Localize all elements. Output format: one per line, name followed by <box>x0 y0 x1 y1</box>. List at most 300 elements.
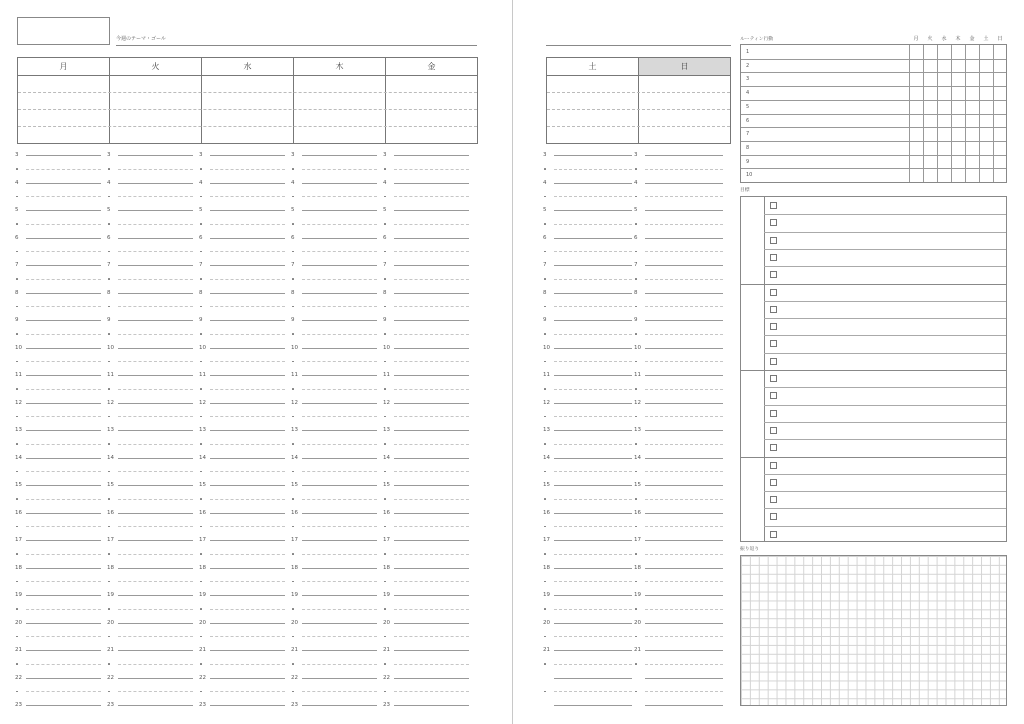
hour-label: 18 <box>634 564 641 571</box>
schedule-line[interactable] <box>645 568 723 569</box>
schedule-line[interactable] <box>210 403 285 404</box>
schedule-line[interactable] <box>302 293 377 294</box>
schedule-line[interactable] <box>554 238 632 239</box>
schedule-line[interactable] <box>26 375 101 376</box>
half-hour-line <box>118 251 193 252</box>
schedule-line[interactable] <box>394 705 469 706</box>
half-hour-line <box>210 196 285 197</box>
hour-label: 13 <box>199 427 206 433</box>
schedule-line[interactable] <box>26 320 101 321</box>
schedule-line[interactable] <box>645 183 723 184</box>
routine-row-number: 3 <box>746 76 750 83</box>
schedule-line[interactable] <box>554 155 632 156</box>
schedule-line[interactable] <box>554 375 632 376</box>
half-hour-dot <box>544 306 546 308</box>
schedule-line[interactable] <box>645 210 723 211</box>
routine-row-number: 8 <box>746 144 750 151</box>
routine-day-mon: 月 <box>913 36 919 42</box>
routine-day-col <box>937 45 938 182</box>
schedule-line[interactable] <box>210 293 285 294</box>
hour-label: 5 <box>15 207 19 213</box>
schedule-line[interactable] <box>210 183 285 184</box>
half-hour-dot <box>108 416 110 418</box>
half-hour-line <box>554 554 632 555</box>
half-hour-dot <box>16 416 18 418</box>
schedule-line[interactable] <box>210 375 285 376</box>
schedule-line[interactable] <box>645 705 723 706</box>
half-hour-line <box>645 581 723 582</box>
half-hour-dot <box>384 306 386 308</box>
half-hour-line <box>554 526 632 527</box>
half-hour-dot <box>108 168 110 170</box>
half-hour-dot <box>200 691 202 693</box>
schedule-line[interactable] <box>554 458 632 459</box>
hour-label: 18 <box>291 564 298 571</box>
schedule-line[interactable] <box>302 348 377 349</box>
hour-label: 4 <box>543 179 547 186</box>
half-hour-line <box>554 581 632 582</box>
schedule-line[interactable] <box>645 265 723 266</box>
schedule-line[interactable] <box>645 238 723 239</box>
schedule-line[interactable] <box>394 403 469 404</box>
schedule-line[interactable] <box>118 210 193 211</box>
half-hour-line <box>118 196 193 197</box>
hour-label: 6 <box>291 234 295 241</box>
half-hour-line <box>118 691 193 692</box>
schedule-line[interactable] <box>26 540 101 541</box>
half-hour-line <box>302 526 377 527</box>
goal-checkbox[interactable] <box>770 237 777 244</box>
schedule-line[interactable] <box>645 320 723 321</box>
routine-day-col <box>979 45 980 182</box>
schedule-line[interactable] <box>26 568 101 569</box>
schedule-line[interactable] <box>394 348 469 349</box>
goal-checkbox[interactable] <box>770 358 777 365</box>
half-hour-dot <box>16 526 18 528</box>
half-hour-line <box>118 361 193 362</box>
hour-label: 5 <box>543 207 547 213</box>
goal-row-line <box>764 526 1006 527</box>
schedule-line[interactable] <box>210 430 285 431</box>
schedule-line[interactable] <box>210 623 285 624</box>
goal-checkbox[interactable] <box>770 340 777 347</box>
half-hour-dot <box>544 663 546 665</box>
half-hour-dot <box>200 223 202 225</box>
half-hour-line <box>645 444 723 445</box>
schedule-line[interactable] <box>302 320 377 321</box>
schedule-line[interactable] <box>394 430 469 431</box>
half-hour-line <box>554 664 632 665</box>
theme-line[interactable] <box>116 45 477 46</box>
goal-checkbox[interactable] <box>770 219 777 226</box>
half-hour-dot <box>384 526 386 528</box>
schedule-line[interactable] <box>26 238 101 239</box>
schedule-line[interactable] <box>645 430 723 431</box>
half-hour-dot <box>200 581 202 583</box>
hour-label: 3 <box>107 152 111 158</box>
schedule-line[interactable] <box>645 155 723 156</box>
schedule-line[interactable] <box>394 375 469 376</box>
schedule-line[interactable] <box>210 513 285 514</box>
hour-label: 19 <box>15 592 22 598</box>
goal-checkbox[interactable] <box>770 462 777 469</box>
goal-checkbox[interactable] <box>770 306 777 313</box>
schedule-line[interactable] <box>394 458 469 459</box>
half-hour-line <box>210 444 285 445</box>
schedule-line[interactable] <box>645 540 723 541</box>
hour-label: 4 <box>15 179 19 186</box>
schedule-line[interactable] <box>118 348 193 349</box>
half-hour-line <box>554 691 632 692</box>
schedule-line[interactable] <box>210 540 285 541</box>
half-hour-dot <box>384 608 386 610</box>
routine-day-wed: 水 <box>941 36 947 42</box>
schedule-line[interactable] <box>302 265 377 266</box>
weekday-header-tue: 火 <box>110 58 202 75</box>
schedule-line[interactable] <box>118 623 193 624</box>
schedule-line[interactable] <box>26 430 101 431</box>
half-hour-line <box>26 664 101 665</box>
half-hour-line <box>210 389 285 390</box>
half-hour-dot <box>384 333 386 335</box>
goal-checkbox[interactable] <box>770 202 777 209</box>
goal-group-line <box>741 284 1006 285</box>
schedule-line[interactable] <box>554 293 632 294</box>
schedule-line[interactable] <box>210 210 285 211</box>
half-hour-line <box>302 224 377 225</box>
schedule-line[interactable] <box>302 705 377 706</box>
hour-label: 7 <box>543 262 547 268</box>
schedule-line[interactable] <box>210 458 285 459</box>
schedule-line[interactable] <box>645 403 723 404</box>
goal-checkbox[interactable] <box>770 323 777 330</box>
schedule-line[interactable] <box>210 265 285 266</box>
hour-label: 18 <box>543 564 550 571</box>
review-label: 振り返り <box>740 547 760 552</box>
schedule-line[interactable] <box>645 650 723 651</box>
half-hour-dot <box>384 416 386 418</box>
schedule-line[interactable] <box>645 595 723 596</box>
schedule-line[interactable] <box>118 568 193 569</box>
schedule-line[interactable] <box>26 650 101 651</box>
schedule-line[interactable] <box>302 650 377 651</box>
schedule-line[interactable] <box>394 183 469 184</box>
schedule-line[interactable] <box>26 623 101 624</box>
goal-checkbox[interactable] <box>770 444 777 451</box>
schedule-line[interactable] <box>26 155 101 156</box>
half-hour-line <box>394 416 469 417</box>
half-hour-dot <box>200 333 202 335</box>
hour-label: 4 <box>383 179 387 186</box>
hour-label: 8 <box>383 289 387 296</box>
schedule-line[interactable] <box>554 265 632 266</box>
schedule-line[interactable] <box>118 650 193 651</box>
schedule-line[interactable] <box>26 183 101 184</box>
schedule-line[interactable] <box>210 485 285 486</box>
schedule-line[interactable] <box>394 293 469 294</box>
half-hour-dot <box>108 526 110 528</box>
schedule-line[interactable] <box>302 458 377 459</box>
schedule-line[interactable] <box>26 678 101 679</box>
hour-label: 4 <box>634 179 638 186</box>
half-hour-line <box>118 636 193 637</box>
schedule-line[interactable] <box>394 265 469 266</box>
schedule-line[interactable] <box>118 540 193 541</box>
hour-label: 12 <box>634 399 641 406</box>
hour-label: 19 <box>543 592 550 598</box>
schedule-line[interactable] <box>210 348 285 349</box>
schedule-line[interactable] <box>26 485 101 486</box>
schedule-line[interactable] <box>554 485 632 486</box>
hour-label: 18 <box>199 564 206 571</box>
half-hour-dot <box>635 498 637 500</box>
half-hour-line <box>554 196 632 197</box>
half-hour-line <box>118 581 193 582</box>
half-hour-dot <box>200 608 202 610</box>
hour-label: 8 <box>107 289 111 296</box>
half-hour-dot <box>200 498 202 500</box>
weekday-table <box>17 57 478 144</box>
hour-label: 8 <box>634 289 638 296</box>
goal-checkbox[interactable] <box>770 496 777 503</box>
schedule-line[interactable] <box>394 540 469 541</box>
goal-checkbox[interactable] <box>770 531 777 538</box>
schedule-line[interactable] <box>118 403 193 404</box>
schedule-line[interactable] <box>26 705 101 706</box>
schedule-line[interactable] <box>26 513 101 514</box>
half-hour-dot <box>635 663 637 665</box>
schedule-line[interactable] <box>554 623 632 624</box>
schedule-line[interactable] <box>118 595 193 596</box>
schedule-line[interactable] <box>302 375 377 376</box>
half-hour-line <box>554 334 632 335</box>
schedule-line[interactable] <box>26 595 101 596</box>
schedule-line[interactable] <box>302 568 377 569</box>
hour-label: 14 <box>634 454 641 461</box>
half-hour-line <box>118 609 193 610</box>
schedule-line[interactable] <box>210 705 285 706</box>
schedule-line[interactable] <box>118 293 193 294</box>
schedule-line[interactable] <box>302 678 377 679</box>
half-hour-dot <box>292 498 294 500</box>
schedule-line[interactable] <box>554 403 632 404</box>
hour-label: 15 <box>291 482 298 488</box>
routine-day-col <box>951 45 952 182</box>
schedule-line[interactable] <box>554 678 632 679</box>
routine-row-line <box>741 86 1006 87</box>
half-hour-line <box>210 691 285 692</box>
schedule-line[interactable] <box>118 513 193 514</box>
goal-row-line <box>764 232 1006 233</box>
schedule-line[interactable] <box>210 595 285 596</box>
schedule-line[interactable] <box>302 540 377 541</box>
goal-checkbox[interactable] <box>770 375 777 382</box>
schedule-line[interactable] <box>210 320 285 321</box>
half-hour-dot <box>635 223 637 225</box>
schedule-line[interactable] <box>554 650 632 651</box>
hour-label: 10 <box>15 344 22 351</box>
schedule-line[interactable] <box>394 623 469 624</box>
schedule-line[interactable] <box>210 568 285 569</box>
schedule-line[interactable] <box>394 210 469 211</box>
half-hour-line <box>210 251 285 252</box>
schedule-line[interactable] <box>210 238 285 239</box>
schedule-line[interactable] <box>118 183 193 184</box>
schedule-line[interactable] <box>645 513 723 514</box>
half-hour-line <box>210 416 285 417</box>
schedule-line[interactable] <box>26 458 101 459</box>
schedule-line[interactable] <box>302 513 377 514</box>
half-hour-line <box>26 416 101 417</box>
schedule-line[interactable] <box>26 293 101 294</box>
half-hour-dot <box>635 278 637 280</box>
half-hour-dot <box>635 196 637 198</box>
weekend-dotted-row <box>547 109 730 110</box>
half-hour-dot <box>108 553 110 555</box>
schedule-line[interactable] <box>645 678 723 679</box>
hour-label: 6 <box>634 234 638 241</box>
schedule-line[interactable] <box>645 375 723 376</box>
half-hour-line <box>26 334 101 335</box>
schedule-line[interactable] <box>26 403 101 404</box>
goal-checkbox[interactable] <box>770 271 777 278</box>
half-hour-dot <box>635 553 637 555</box>
schedule-line[interactable] <box>554 320 632 321</box>
schedule-line[interactable] <box>302 238 377 239</box>
schedule-line[interactable] <box>554 183 632 184</box>
schedule-line[interactable] <box>554 540 632 541</box>
schedule-line[interactable] <box>118 375 193 376</box>
schedule-line[interactable] <box>302 155 377 156</box>
weekend-dotted-row <box>547 126 730 127</box>
schedule-line[interactable] <box>26 210 101 211</box>
hour-label: 5 <box>199 207 203 213</box>
schedule-line[interactable] <box>554 348 632 349</box>
schedule-line[interactable] <box>394 595 469 596</box>
schedule-line[interactable] <box>554 513 632 514</box>
schedule-line[interactable] <box>118 265 193 266</box>
goal-checkbox[interactable] <box>770 410 777 417</box>
hour-label: 13 <box>107 427 114 433</box>
theme-label: 今週のテーマ・ゴール <box>116 36 166 42</box>
half-hour-line <box>26 169 101 170</box>
schedule-line[interactable] <box>26 348 101 349</box>
schedule-line[interactable] <box>118 678 193 679</box>
schedule-line[interactable] <box>554 430 632 431</box>
schedule-line[interactable] <box>554 595 632 596</box>
schedule-line[interactable] <box>554 705 632 706</box>
half-hour-dot <box>544 361 546 363</box>
hour-label: 3 <box>383 152 387 158</box>
goal-checkbox[interactable] <box>770 254 777 261</box>
half-hour-dot <box>384 388 386 390</box>
schedule-line[interactable] <box>394 238 469 239</box>
routine-row-line <box>741 59 1006 60</box>
schedule-line[interactable] <box>118 155 193 156</box>
schedule-line[interactable] <box>118 705 193 706</box>
half-hour-dot <box>200 443 202 445</box>
schedule-line[interactable] <box>26 265 101 266</box>
schedule-line[interactable] <box>554 568 632 569</box>
hour-label: 12 <box>199 399 206 406</box>
schedule-line[interactable] <box>302 403 377 404</box>
schedule-line[interactable] <box>645 458 723 459</box>
schedule-line[interactable] <box>394 568 469 569</box>
weekday-header-wed: 水 <box>202 58 294 75</box>
schedule-line[interactable] <box>302 430 377 431</box>
half-hour-dot <box>292 278 294 280</box>
right-top-line[interactable] <box>546 45 731 46</box>
half-hour-dot <box>16 361 18 363</box>
goal-checkbox[interactable] <box>770 392 777 399</box>
goal-checkbox[interactable] <box>770 427 777 434</box>
schedule-line[interactable] <box>394 650 469 651</box>
half-hour-line <box>302 196 377 197</box>
schedule-line[interactable] <box>394 155 469 156</box>
hour-label: 20 <box>291 619 298 626</box>
half-hour-dot <box>544 471 546 473</box>
routine-row-line <box>741 168 1006 169</box>
half-hour-line <box>26 389 101 390</box>
schedule-line[interactable] <box>210 678 285 679</box>
schedule-line[interactable] <box>118 485 193 486</box>
review-grid[interactable] <box>740 555 1007 706</box>
goal-checkbox[interactable] <box>770 289 777 296</box>
schedule-line[interactable] <box>394 320 469 321</box>
schedule-line[interactable] <box>302 210 377 211</box>
schedule-line[interactable] <box>645 348 723 349</box>
schedule-line[interactable] <box>118 238 193 239</box>
half-hour-dot <box>108 278 110 280</box>
half-hour-line <box>645 196 723 197</box>
schedule-line[interactable] <box>394 485 469 486</box>
half-hour-dot <box>544 168 546 170</box>
schedule-line[interactable] <box>210 650 285 651</box>
half-hour-dot <box>200 361 202 363</box>
schedule-line[interactable] <box>302 595 377 596</box>
half-hour-line <box>210 471 285 472</box>
schedule-line[interactable] <box>210 155 285 156</box>
schedule-line[interactable] <box>394 513 469 514</box>
half-hour-dot <box>108 388 110 390</box>
half-hour-dot <box>108 691 110 693</box>
schedule-line[interactable] <box>302 183 377 184</box>
schedule-line[interactable] <box>394 678 469 679</box>
hour-label: 19 <box>383 592 390 598</box>
half-hour-line <box>210 636 285 637</box>
goal-checkbox[interactable] <box>770 513 777 520</box>
half-hour-dot <box>292 223 294 225</box>
half-hour-dot <box>292 333 294 335</box>
schedule-line[interactable] <box>302 623 377 624</box>
hour-label: 9 <box>107 317 111 323</box>
schedule-line[interactable] <box>118 430 193 431</box>
half-hour-dot <box>544 278 546 280</box>
half-hour-line <box>394 196 469 197</box>
schedule-line[interactable] <box>645 293 723 294</box>
half-hour-line <box>26 499 101 500</box>
schedule-line[interactable] <box>118 458 193 459</box>
schedule-line[interactable] <box>302 485 377 486</box>
schedule-line[interactable] <box>554 210 632 211</box>
week-date-box[interactable] <box>17 17 110 45</box>
schedule-line[interactable] <box>645 623 723 624</box>
schedule-line[interactable] <box>118 320 193 321</box>
schedule-line[interactable] <box>645 485 723 486</box>
goal-checkbox[interactable] <box>770 479 777 486</box>
hour-label: 23 <box>383 702 390 708</box>
half-hour-line <box>302 389 377 390</box>
